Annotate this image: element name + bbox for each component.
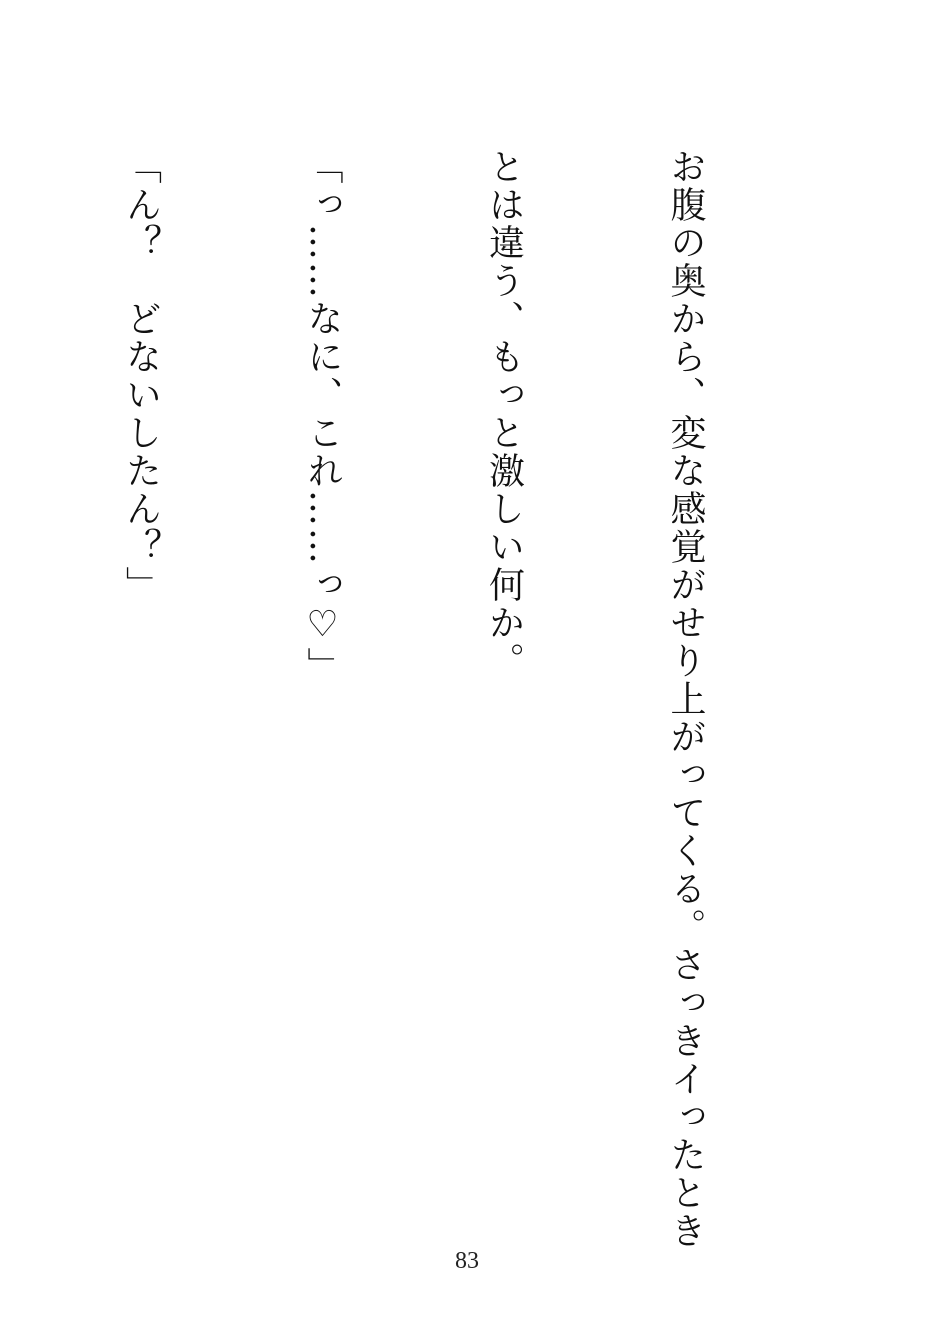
vertical-text-body xyxy=(0,148,836,1250)
page-number: 83 xyxy=(455,1248,479,1274)
text-line-1: お腹の奥から、変な感覚がせり上がってくる。さっきイったとき xyxy=(665,148,706,1250)
text-line-3: 「っ……なに、これ……っ♡」 xyxy=(302,148,343,685)
text-line-2: とは違う、もっと激しい何か。 xyxy=(483,148,525,680)
text-line-4: 「ん？ どないしたん？」 xyxy=(120,148,162,604)
